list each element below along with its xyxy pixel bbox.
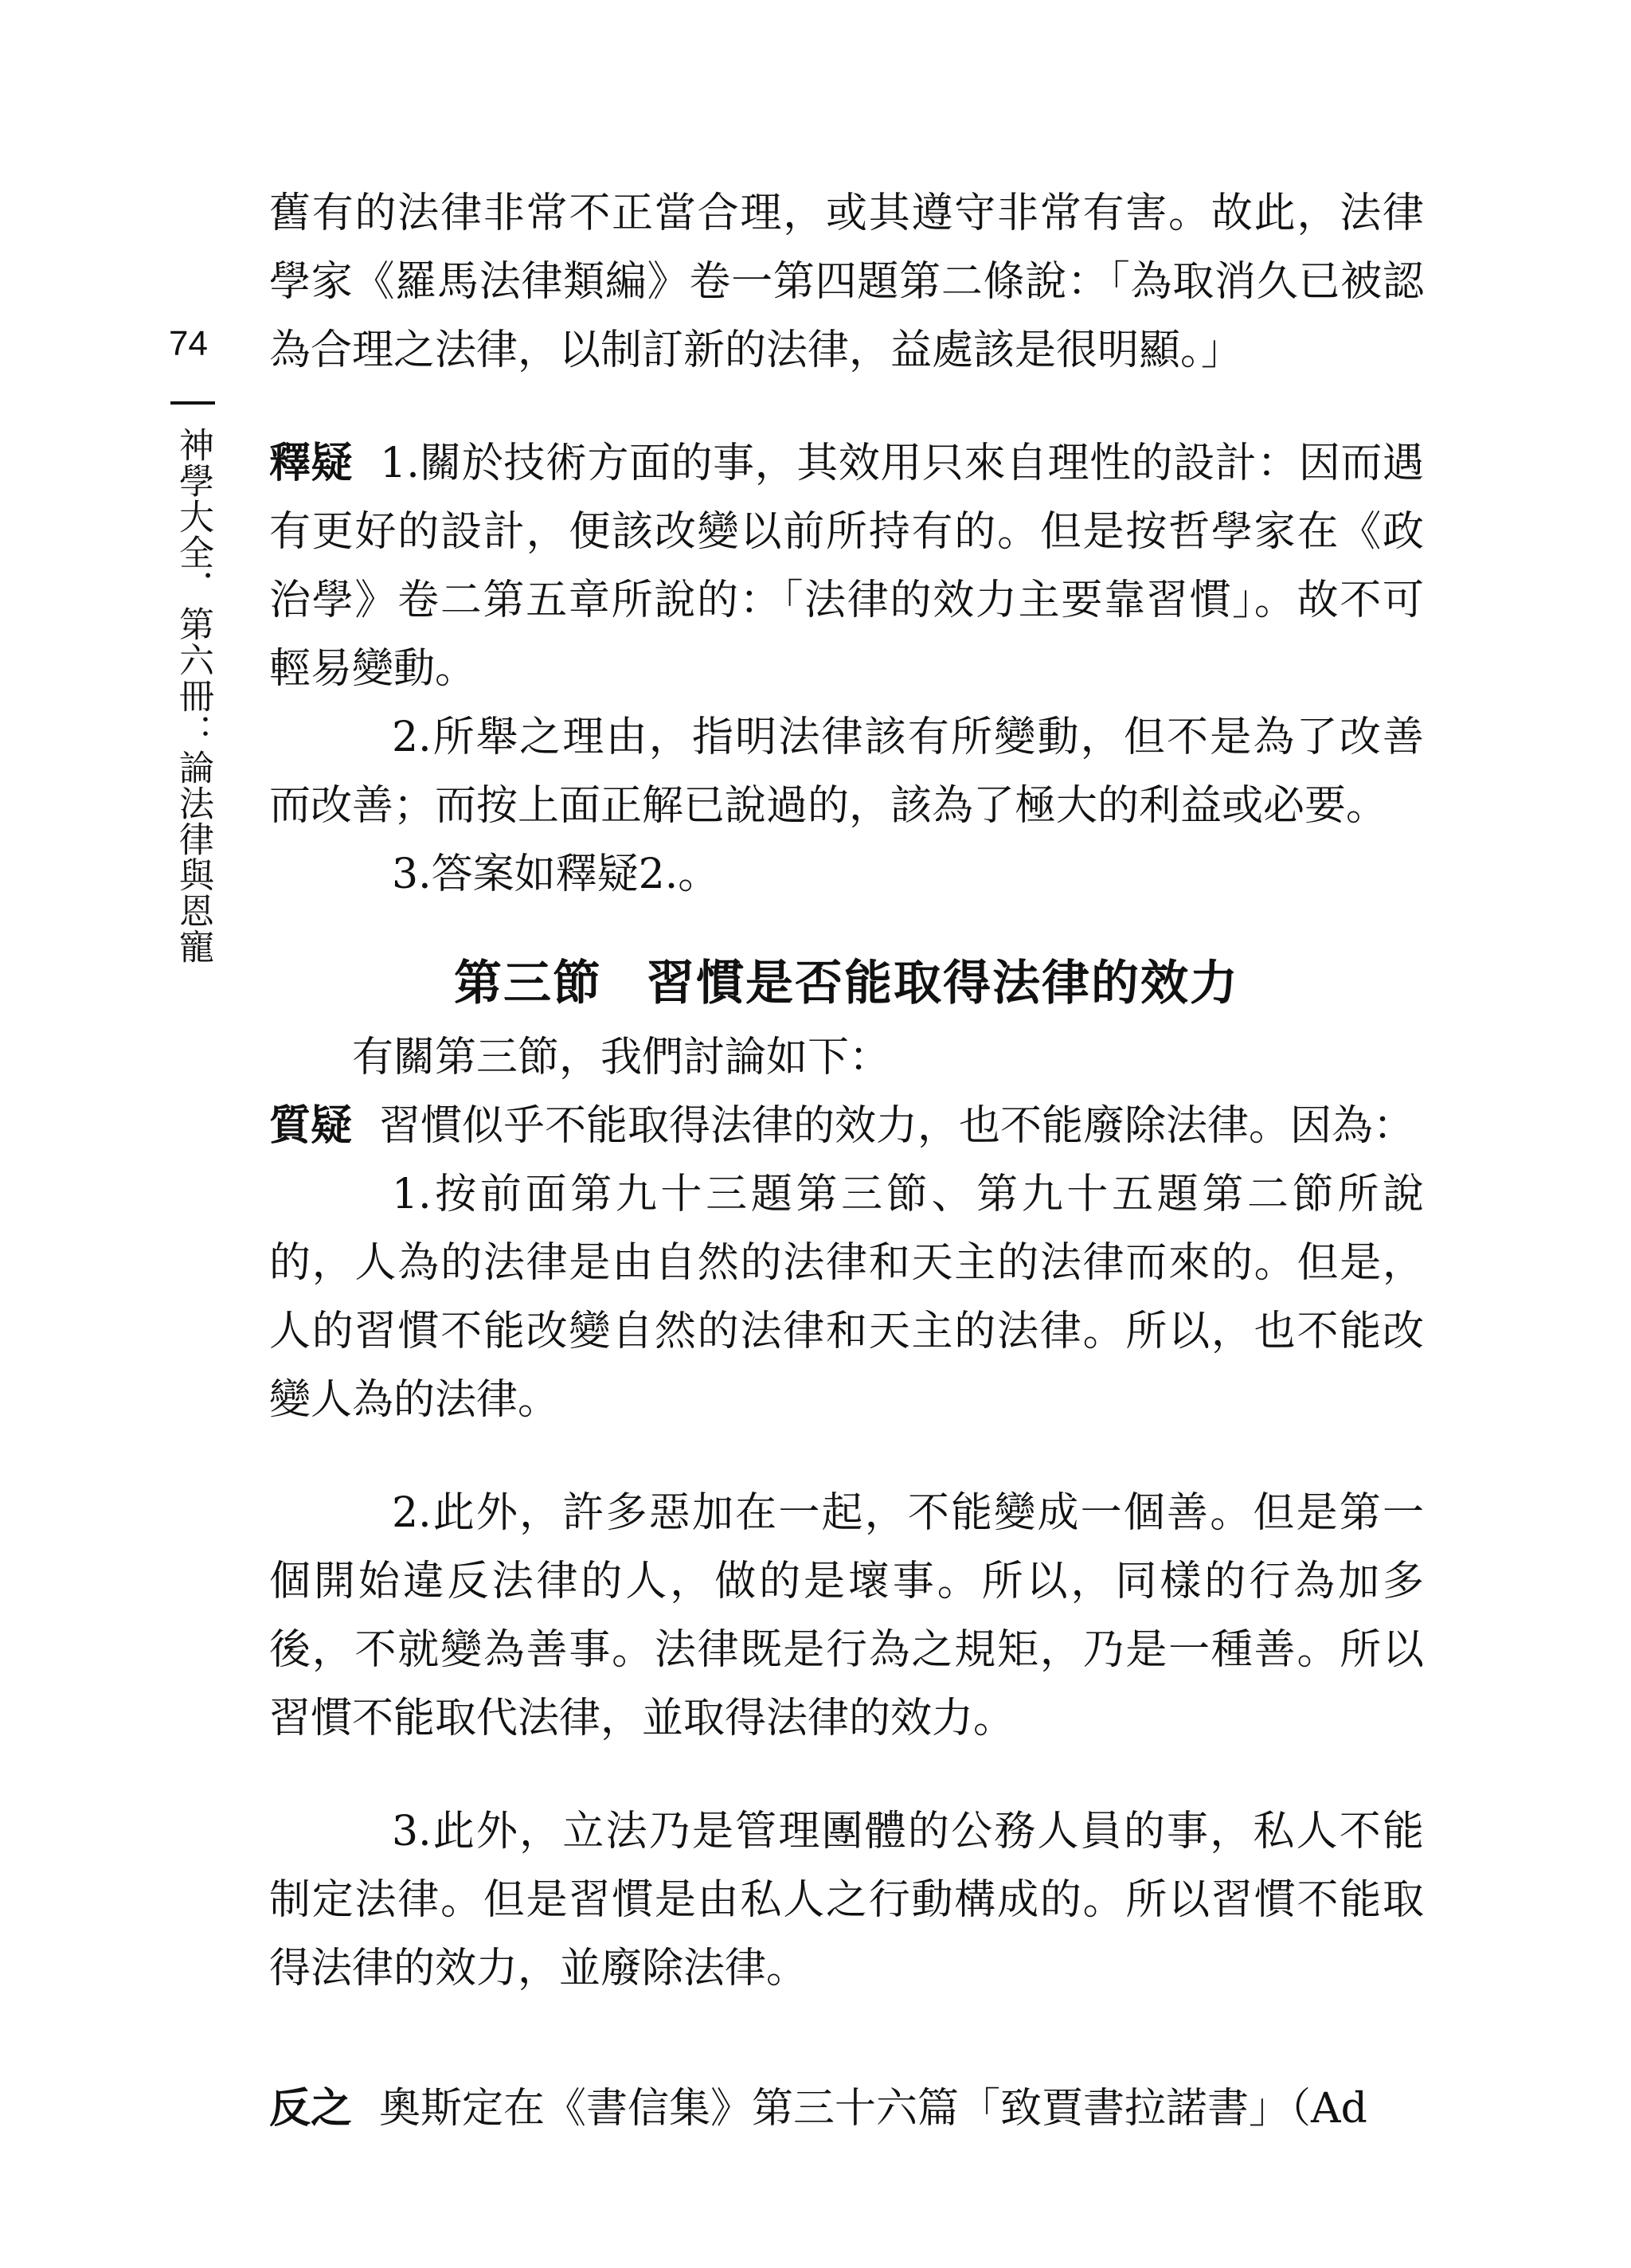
- reply-1: [269, 429, 1424, 703]
- reply-1-text: 1.關於技術方面的事，其效用只來自理性的設計：因而遇有更好的設計，便該改變以前所持有的。但是按哲學家在《政治學》卷二第五章所說的：「法律的效力主要靠習慣」。故不可輕易變動。: [269, 440, 1424, 693]
- running-head-rule: [170, 401, 215, 405]
- body-text: [269, 179, 1424, 2143]
- objection-1: 1.按前面第九十三題第三節、第九十五題第二節所說的，人為的法律是由自然的法律和天主的法律而來的。但是，人的習慣不能改變自然的法律和天主的法律。所以，也不能改變人為的法律。: [269, 1171, 1424, 1424]
- objection-intro-text: 習慣似乎不能取得法律的效力，也不能廢除法律。因為：: [379, 1102, 1415, 1150]
- contra-label: 反之: [269, 2084, 353, 2133]
- objection-label: 質疑: [269, 1101, 353, 1150]
- reply-2: 2.所舉之理由，指明法律該有所變動，但不是為了改善而改善；而按上面正解已說過的，該為了極大的利益或必要。: [269, 714, 1424, 830]
- paragraph-continued: 舊有的法律非常不正當合理，或其遵守非常有害。故此，法律學家《羅馬法律類編》卷一第四題第二條說：「為取消久已被認為合理之法律，以制訂新的法律，益處該是很明顯。」: [269, 190, 1424, 374]
- objection-lead: [269, 1092, 1424, 1160]
- reply-3: 3.答案如釋疑2.。: [392, 850, 720, 898]
- page-number: 74: [169, 324, 208, 363]
- section-title: 習慣是否能取得法律的效力: [647, 956, 1239, 1011]
- objection-3: 3.此外，立法乃是管理團體的公務人員的事，私人不能制定法律。但是習慣是由私人之行動構成的。所以習慣不能取得法律的效力，並廢除法律。: [269, 1808, 1424, 1992]
- contra: [269, 2074, 1424, 2143]
- contra-text: 奧斯定在《書信集》第三十六篇「致賈書拉諾書」（Ad: [379, 2085, 1367, 2133]
- section-intro: 有關第三節，我們討論如下：: [352, 1034, 891, 1081]
- section-number: 第三節: [454, 956, 602, 1011]
- objection-2: 2.此外，許多惡加在一起，不能變成一個善。但是第一個開始違反法律的人，做的是壞事。所以，同樣的行為加多後，不就變為善事。法律既是行為之規矩，乃是一種善。所以習慣不能取代法律，並取得法律的效力。: [269, 1489, 1424, 1742]
- section-heading: [269, 944, 1424, 1023]
- reply-label: 釋疑: [269, 439, 354, 487]
- running-head: 神學大全．第六冊：論法律與恩寵: [173, 427, 213, 964]
